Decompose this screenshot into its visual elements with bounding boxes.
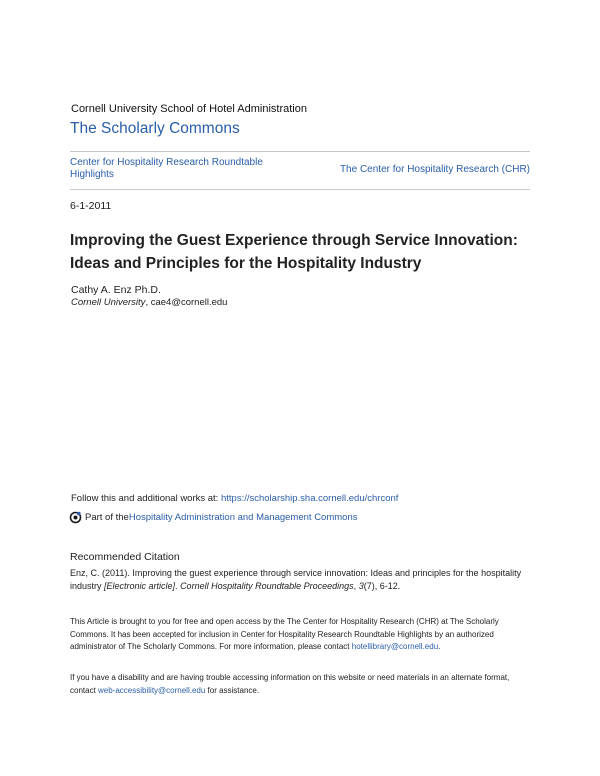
article-title: Improving the Guest Experience through Service Innovation: Ideas and Principles for the Hospitality Industry <box>70 232 518 272</box>
institution-name: Cornell University School of Hotel Administration <box>71 103 307 115</box>
publication-date: 6-1-2011 <box>70 200 112 212</box>
citation-rest: (7), 6-12. <box>363 581 401 591</box>
follow-line <box>71 493 398 504</box>
citation-part1: Enz, C. (2011). Improving the guest experience through service innovation: Ideas and principles for the hospitality industry <box>70 568 522 591</box>
divider-bottom <box>70 189 530 190</box>
citation-volume: 3 <box>358 581 364 591</box>
commons-network-icon <box>69 511 82 524</box>
open-access-notice <box>70 616 532 654</box>
citation-part2: . <box>175 581 181 591</box>
follow-prefix: Follow this and additional works at: <box>71 493 221 504</box>
commons-link[interactable]: Hospitality Administration and Management Commons <box>128 512 358 523</box>
divider-top <box>70 151 530 152</box>
citation-journal: Cornell Hospitality Roundtable Proceedings <box>180 581 354 591</box>
affiliation-university: Cornell University <box>71 297 146 308</box>
citation-sep: , <box>353 581 359 591</box>
accessibility-email-link[interactable]: web-accessibility@cornell.edu <box>98 685 206 695</box>
follow-link[interactable]: https://scholarship.sha.cornell.edu/chrconf <box>220 493 399 504</box>
partof-prefix: Part of the <box>85 512 129 523</box>
accessibility-notice <box>70 672 532 697</box>
library-email-link[interactable]: hotellibrary@cornell.edu <box>351 642 439 651</box>
access-end: for assistance. <box>205 685 260 695</box>
repository-link[interactable]: The Scholarly Commons <box>70 120 240 137</box>
author-name: Cathy A. Enz Ph.D. <box>71 284 161 296</box>
author-email: cae4@cornell.edu <box>150 297 228 308</box>
citation-text <box>70 567 532 593</box>
author-affiliation: Cornell University, cae4@cornell.edu <box>71 297 228 308</box>
part-of-line <box>69 511 357 524</box>
access-text: If you have a disability and are having trouble accessing information on this website or need materials in an alternate format, contact <box>70 673 510 695</box>
notice-text: This Article is brought to you for free and open access by the The Center for Hospitality Research (CHR) at The Scholarly Commons. It has been accepted for inclusion in Center for Hospitality Research Roundtable Highlights by an authorized administrator of The Scholarly Commons. For more information, please contact <box>70 617 499 651</box>
series-link[interactable]: Center for Hospitality Research Roundtable Highlights <box>70 157 263 180</box>
citation-heading: Recommended Citation <box>70 551 180 563</box>
citation-medium: [Electronic article] <box>104 581 176 591</box>
notice-end: . <box>438 642 441 651</box>
center-link[interactable]: The Center for Hospitality Research (CHR) <box>339 164 530 175</box>
